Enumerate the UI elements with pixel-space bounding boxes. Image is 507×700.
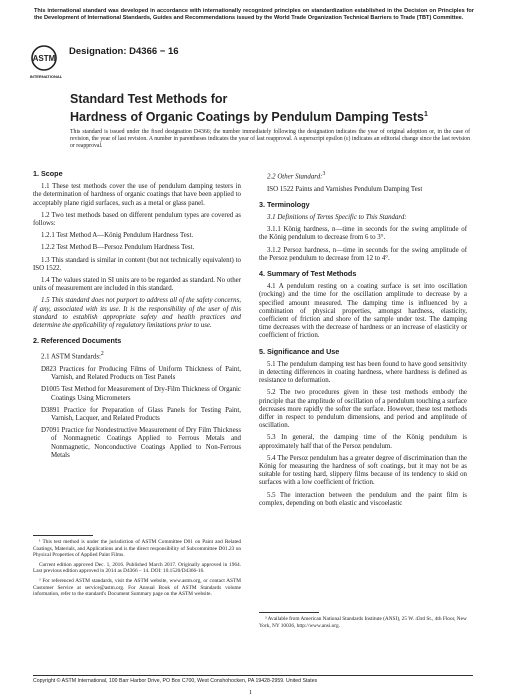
paragraph-5-4: 5.4 The Persoz pendulum has a greater degree of discrimination than the König for measuring the hardness of soft coatings, but it may not be as suitable for testing hard, slippery films because of its tendency to skid on surfaces with a low coefficient of friction. bbox=[259, 454, 467, 487]
footnote-1-edition: Current edition approved Dec. 1, 2016. Published March 2017. Originally approved in 1964. Last previous edition approved in 2014 as D4366 – 14. DOI: 10.1520/D4366-16. bbox=[33, 561, 241, 575]
paragraph-1-4: 1.4 The values stated in SI units are to be regarded as standard. No other units of measurement are included in this standard. bbox=[33, 277, 241, 293]
paragraph-3-1-1: 3.1.1 König hardness, n—time in seconds for the swing amplitude of the König pendulum to decrease from 6 to 3°. bbox=[259, 226, 467, 242]
footnote-mark-3: 3 bbox=[322, 171, 326, 177]
paragraph-1-5: 1.5 This standard does not purport to address all of the safety concerns, if any, associated with its use. It is the responsibility of the user of this standard to establish appropriate safety and health practices and determine the applicability of regulatory limitations prior to use. bbox=[33, 297, 241, 330]
paragraph-5-1: 5.1 The pendulum damping test has been found to have good sensitivity in detecting differences in coating hardness, where hardness is defined as resistance to deformation. bbox=[259, 360, 467, 385]
paragraph-5-2: 5.2 The two procedures given in these test methods embody the principle that the amplitude of oscillation of a pendulum touching a surface decreases more rapidly the softer the surface. However, these test methods differ in respect to pendulum dimensions, and period and amplitude of oscillation. bbox=[259, 389, 467, 430]
paragraph-1-3: 1.3 This standard is similar in content (but not technically equivalent) to ISO 1522. bbox=[33, 256, 241, 272]
paragraph-1-2-2: 1.2.2 Test Method B—Persoz Pendulum Hardness Test. bbox=[41, 244, 195, 252]
section-heading-referenced-documents: 2. Referenced Documents bbox=[33, 336, 122, 346]
section-heading-scope: 1. Scope bbox=[33, 169, 63, 178]
footnote-3: ³ Available from American National Standards Institute (ANSI), 25 W. 43rd St., 4th Floor, New York, NY 10036, http://www.ansi.org. bbox=[259, 616, 467, 629]
paragraph-2-1: 2.1 ASTM Standards: bbox=[41, 353, 101, 361]
document-title bbox=[70, 92, 470, 125]
reference-d1005: D1005 Test Method for Measurement of Dry-Film Thickness of Organic Coatings Using Micrometers bbox=[41, 386, 241, 402]
footnotes-left bbox=[33, 535, 241, 601]
footnote-rule bbox=[259, 612, 319, 613]
reference-d3891: D3891 Practice for Preparation of Glass Panels for Testing Paint, Varnish, Lacquer, and Related Products bbox=[41, 406, 241, 422]
footnotes-right bbox=[259, 612, 467, 629]
designation: Designation: D4366 − 16 bbox=[69, 46, 179, 57]
footnote-2: ² For referenced ASTM standards, visit the ASTM website, www.astm.org, or contact ASTM Customer Service at service@astm.org. For Annual Book of ASTM Standards volume information, refer to the standard's Document Summary page on the ASTM website. bbox=[33, 577, 241, 598]
paragraph-1-1: 1.1 These test methods cover the use of pendulum damping testers in the determination of hardness of organic coatings that have been applied to acceptably plane rigid surfaces, such as a metal or glass panel. bbox=[33, 183, 241, 207]
left-column bbox=[33, 170, 241, 464]
section-heading-significance: 5. Significance and Use bbox=[259, 346, 340, 356]
astm-logo bbox=[30, 44, 62, 82]
section-heading-terminology: 3. Terminology bbox=[259, 199, 310, 209]
paragraph-5-3: 5.3 In general, the damping time of the König pendulum is approximately half that of the Persoz pendulum. bbox=[259, 434, 467, 450]
svg-text:ASTM: ASTM bbox=[32, 54, 56, 63]
title-line-1: Standard Test Methods for bbox=[70, 92, 228, 106]
paragraph-3-1: 3.1 Definitions of Terms Specific to This Standard: bbox=[267, 213, 407, 221]
page-number: 1 bbox=[249, 689, 253, 696]
paragraph-4-1: 4.1 A pendulum resting on a coating surface is set into oscillation (rocking) and the time for the oscillation amplitude to decrease by a specified amount measured. The damping time is influenced by a combination of physical properties, amongst hardness, elasticity, coefficient of friction and shore of the sample under test. The damping time decreases with the decrease of hardness or an increase of elasticity or coefficient of friction. bbox=[259, 283, 467, 340]
reference-d823: D823 Practices for Producing Films of Uniform Thickness of Paint, Varnish, and Related Products on Test Panels bbox=[41, 365, 241, 382]
copyright-line: Copyright © ASTM International, 100 Barr Harbor Drive, PO Box C700, West Conshohocken, PA 19428-2959. United States bbox=[33, 675, 473, 684]
paragraph-1-2-1: 1.2.1 Test Method A—König Pendulum Hardness Test. bbox=[41, 232, 194, 240]
footnote-mark-2: 2 bbox=[100, 351, 104, 358]
reference-d7091: D7091 Practice for Nondestructive Measurement of Dry Film Thickness of Nonmagnetic Coatings Applied to Ferrous Metals and Nonmagnetic, Nonconductive Coatings Applied to Non-Ferrous Metals bbox=[41, 427, 241, 459]
paragraph-5-5: 5.5 The interaction between the pendulum and the paint film is complex, depending on both elastic and viscoelastic bbox=[259, 491, 467, 507]
reference-iso-1522: ISO 1522 Paints and Varnishes Pendulum Damping Test bbox=[267, 185, 423, 193]
right-column bbox=[259, 170, 467, 512]
title-footnote-mark: 1 bbox=[424, 111, 428, 118]
wto-notice: This international standard was developed in accordance with internationally recognized principles on standardization established in the Decision on Principles for the Development of International Standards, Guides and Recommendations issued by the World Trade Organization Technical Barriers to Trade (TBT) Committee. bbox=[34, 8, 474, 21]
paragraph-1-2: 1.2 Two test methods based on different pendulum types are covered as follows: bbox=[33, 211, 241, 228]
paragraph-3-1-2: 3.1.2 Persoz hardness, n—time in seconds for the swing amplitude of the Persoz pendulum to decrease from 12 to 4°. bbox=[259, 246, 467, 262]
issuance-note: This standard is issued under the fixed designation D4366; the number immediately following the designation indicates the year of original adoption or, in the case of revision, the year of last revision. A number in parentheses indicates the year of last reapproval. A superscript epsilon (ε) indicates an editorial change since the last revision or reapproval. bbox=[70, 129, 470, 150]
section-heading-summary: 4. Summary of Test Methods bbox=[259, 268, 357, 278]
svg-text:INTERNATIONAL: INTERNATIONAL bbox=[30, 74, 62, 79]
footnote-rule bbox=[33, 535, 93, 536]
footnote-1: ¹ This test method is under the jurisdiction of ASTM Committee D01 on Paint and Related Coatings, Materials, and Applications and is the direct responsibility of Subcommittee D01.23 on Physical Properties of Applied Paint Films. bbox=[33, 539, 241, 559]
title-line-2: Hardness of Organic Coatings by Pendulum Damping Tests bbox=[70, 110, 424, 125]
paragraph-2-2: 2.2 Other Standard: bbox=[267, 173, 323, 181]
